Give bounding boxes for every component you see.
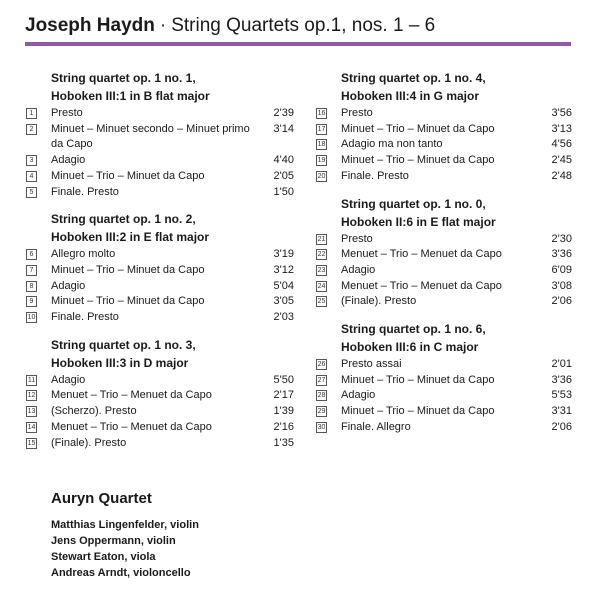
quartet-catalogue: Hoboken II:6 in E flat major <box>341 214 496 229</box>
track-number: 16 <box>317 110 326 117</box>
track-duration: 3'13 <box>551 122 572 135</box>
track-duration: 3'36 <box>551 248 572 261</box>
tracklist-left-column <box>26 70 294 462</box>
track-title: Minuet – Trio – Minuet da Capo <box>341 122 495 135</box>
track-duration: 3'14 <box>273 122 294 135</box>
track-number: 9 <box>26 296 37 307</box>
tracklist-right-column <box>316 70 572 447</box>
track-duration: 2'45 <box>551 154 572 167</box>
quartet-title: String quartet op. 1 no. 3, <box>51 337 196 352</box>
track-title: Finale. Allegro <box>341 420 411 433</box>
composer-name: Joseph Haydn <box>25 15 155 36</box>
track-title: Minuet – Minuet secondo – Minuet primo da Capo <box>51 122 250 151</box>
track-duration: 3'08 <box>551 279 572 292</box>
track-row <box>316 404 572 420</box>
track-row <box>316 137 572 153</box>
track-row <box>316 247 572 263</box>
quartet-title: String quartet op. 1 no. 0, <box>341 196 486 211</box>
track-title: Menuet – Trio – Menuet da Capo <box>51 420 212 433</box>
track-title: (Finale). Presto <box>341 295 417 308</box>
track-number: 11 <box>27 376 36 384</box>
quartet-catalogue: Hoboken III:3 in D major <box>51 355 189 370</box>
track-duration: 1'39 <box>273 405 294 418</box>
track-title: Menuet – Trio – Menuet da Capo <box>341 279 502 292</box>
track-row <box>316 357 572 373</box>
track-duration: 1'50 <box>273 185 294 198</box>
track-number: 13 <box>27 408 36 416</box>
track-row <box>316 169 572 185</box>
track-row <box>316 420 572 436</box>
track-row <box>26 436 294 452</box>
track-title: Adagio ma non tanto <box>341 138 443 151</box>
track-title: Finale. Presto <box>341 169 409 182</box>
track-title: Minuet – Trio – Minuet da Capo <box>341 373 495 386</box>
track-number: 15 <box>27 439 36 447</box>
track-title: Presto <box>341 232 373 245</box>
track-row <box>316 373 572 389</box>
track-duration: 5'50 <box>273 373 294 386</box>
track-number: 17 <box>317 125 326 133</box>
track-number: 25 <box>317 298 326 306</box>
track-row <box>26 310 294 326</box>
track-title: Minuet – Trio – Minuet da Capo <box>51 169 205 182</box>
track-row <box>316 106 572 122</box>
track-number: 4 <box>26 171 37 182</box>
member-item: Jens Oppermann, violin <box>51 535 176 547</box>
quartet-title: String quartet op. 1 no. 2, <box>51 212 196 227</box>
track-duration: 2'39 <box>273 107 294 119</box>
track-title: Minuet – Trio – Minuet da Capo <box>341 405 495 418</box>
quartet-catalogue: Hoboken III:2 in E flat major <box>51 230 210 245</box>
track-duration: 3'56 <box>551 107 572 119</box>
track-number: 3 <box>26 155 37 166</box>
track-row <box>26 122 294 153</box>
track-row <box>26 404 294 420</box>
track-title: Minuet – Trio – Minuet da Capo <box>51 263 205 276</box>
quartet-block <box>316 70 572 185</box>
track-number: 26 <box>317 361 326 369</box>
quartet-block <box>26 211 294 326</box>
track-number: 1 <box>26 108 37 119</box>
track-number: 6 <box>26 249 37 260</box>
track-number: 22 <box>317 251 326 259</box>
track-title: Adagio <box>341 263 376 276</box>
track-row <box>26 388 294 404</box>
track-row <box>316 122 572 138</box>
ensemble-name: Auryn Quartet <box>51 490 152 507</box>
page-header <box>25 14 585 38</box>
track-title: Adagio <box>51 373 86 386</box>
track-row <box>26 153 294 169</box>
member-list <box>51 517 199 581</box>
quartet-block <box>26 70 294 200</box>
track-title: Adagio <box>341 389 376 402</box>
track-duration: 5'04 <box>273 279 294 292</box>
track-number: 23 <box>317 266 326 274</box>
track-duration: 2'17 <box>273 389 294 402</box>
quartet-block <box>316 196 572 311</box>
track-number: 19 <box>317 157 326 165</box>
track-duration: 2'30 <box>551 232 572 245</box>
track-number: 29 <box>317 408 326 416</box>
track-number: 14 <box>27 423 36 431</box>
member-item: Andreas Arndt, violoncello <box>51 567 191 579</box>
track-title: Presto <box>341 107 373 119</box>
track-row <box>26 185 294 201</box>
track-number: 5 <box>26 187 37 198</box>
track-title: (Scherzo). Presto <box>51 405 137 418</box>
track-title: Adagio <box>51 154 86 167</box>
quartet-title: String quartet op. 1 no. 4, <box>341 71 486 85</box>
track-duration: 2'06 <box>551 295 572 308</box>
track-duration: 3'19 <box>273 248 294 261</box>
track-duration: 2'06 <box>551 420 572 433</box>
track-row <box>26 169 294 185</box>
track-duration: 5'53 <box>551 389 572 402</box>
track-title: Finale. Presto <box>51 185 119 198</box>
header-rule <box>25 42 571 46</box>
track-title: (Finale). Presto <box>51 436 127 449</box>
track-number: 27 <box>317 376 326 384</box>
quartet-catalogue: Hoboken III:4 in G major <box>341 89 480 103</box>
track-title: Allegro molto <box>51 248 116 261</box>
track-duration: 3'05 <box>273 295 294 308</box>
track-row <box>316 294 572 310</box>
track-title: Presto <box>51 107 83 119</box>
track-number: 21 <box>317 235 326 243</box>
track-duration: 4'40 <box>273 154 294 167</box>
work-title: String Quartets op.1, nos. 1 – 6 <box>171 15 436 36</box>
track-title: Minuet – Trio – Minuet da Capo <box>51 295 205 308</box>
quartet-catalogue: Hoboken III:1 in B flat major <box>51 89 210 103</box>
track-title: Adagio <box>51 279 86 292</box>
track-row <box>316 388 572 404</box>
track-number: 24 <box>317 282 326 290</box>
track-number: 30 <box>317 423 326 431</box>
track-row <box>26 279 294 295</box>
track-row <box>26 420 294 436</box>
performers <box>51 489 199 581</box>
track-number: 8 <box>26 281 37 292</box>
track-number: 10 <box>27 314 36 322</box>
track-duration: 3'12 <box>273 263 294 276</box>
track-row <box>316 232 572 248</box>
quartet-title: String quartet op. 1 no. 6, <box>341 322 486 337</box>
track-duration: 1'35 <box>273 436 294 449</box>
member-item: Matthias Lingenfelder, violin <box>51 519 199 531</box>
quartet-title: String quartet op. 1 no. 1, <box>51 71 196 85</box>
track-number: 7 <box>26 265 37 276</box>
track-number: 2 <box>26 124 37 135</box>
track-row <box>316 279 572 295</box>
quartet-block <box>26 337 294 452</box>
track-number: 20 <box>317 172 326 180</box>
track-duration: 2'16 <box>273 420 294 433</box>
track-title: Menuet – Trio – Menuet da Capo <box>51 389 212 402</box>
header-separator: · <box>159 15 167 36</box>
track-row <box>26 106 294 122</box>
track-row <box>26 263 294 279</box>
track-number: 18 <box>317 141 326 149</box>
quartet-catalogue: Hoboken III:6 in C major <box>341 340 479 355</box>
track-row <box>26 247 294 263</box>
track-row <box>26 294 294 310</box>
track-duration: 6'09 <box>551 263 572 276</box>
track-duration: 2'03 <box>273 311 294 324</box>
track-duration: 4'56 <box>551 138 572 151</box>
track-duration: 2'48 <box>551 169 572 182</box>
track-duration: 3'36 <box>551 373 572 386</box>
track-title: Finale. Presto <box>51 311 119 324</box>
track-duration: 2'01 <box>551 358 572 371</box>
track-row <box>26 373 294 389</box>
track-number: 12 <box>27 392 36 400</box>
track-duration: 3'31 <box>551 405 572 418</box>
quartet-block <box>316 321 572 436</box>
track-duration: 2'05 <box>273 169 294 182</box>
track-row <box>316 263 572 279</box>
member-item: Stewart Eaton, viola <box>51 551 156 563</box>
track-title: Menuet – Trio – Menuet da Capo <box>341 248 502 261</box>
track-title: Presto assai <box>341 358 402 371</box>
track-number: 28 <box>317 392 326 400</box>
track-title: Minuet – Trio – Minuet da Capo <box>341 154 495 167</box>
track-row <box>316 153 572 169</box>
